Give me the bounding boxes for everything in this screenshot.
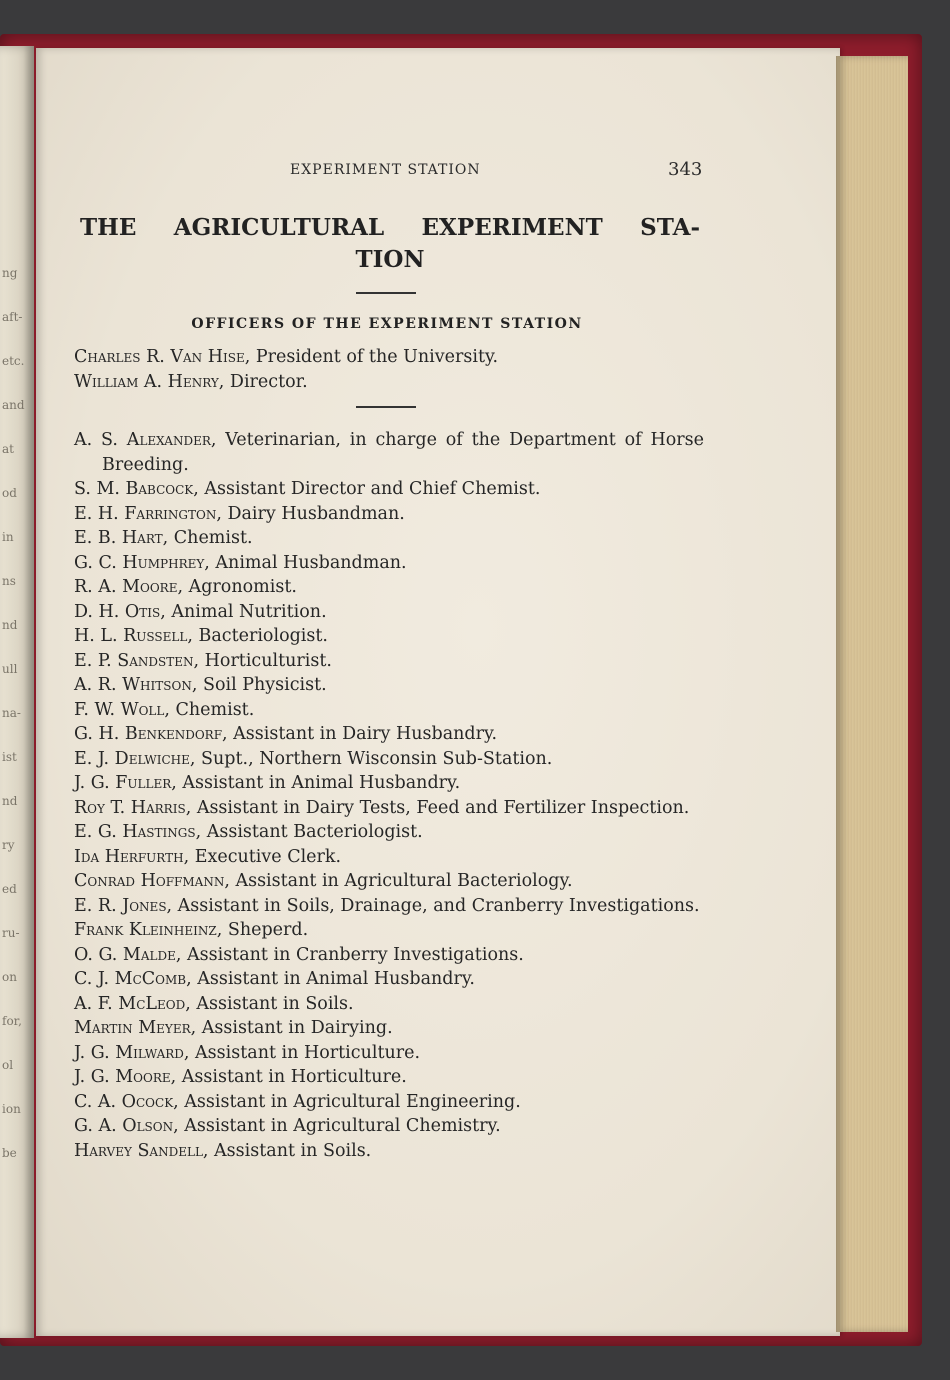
facing-page-fragment: on [2, 970, 17, 984]
list-item [74, 1041, 704, 1066]
person-role: , Assistant Director and Chief Chemist. [193, 479, 541, 499]
person-role: , Assistant in Animal Husbandry. [171, 773, 461, 793]
person-name: O. G. Malde [74, 944, 176, 965]
person-role: , Chemist. [164, 699, 255, 720]
person-role: , Assistant in Agricultural Engineering. [173, 1091, 521, 1112]
facing-page-fragment: nd [2, 794, 18, 808]
person-name: A. F. McLeod [74, 993, 186, 1014]
person-name: E. J. Delwiche [74, 748, 190, 769]
list-item [74, 624, 704, 649]
facing-page-fragment: etc. [2, 354, 25, 368]
list-item [74, 526, 704, 551]
running-head: EXPERIMENT STATION [290, 162, 481, 178]
facing-page-fragment: at [2, 442, 14, 456]
person-name: Roy T. Harris [74, 797, 186, 818]
list-item [74, 918, 704, 943]
person-role: , Horticulturist. [193, 650, 332, 671]
facing-page-fragment: ol [2, 1058, 14, 1072]
person-name: A. R. Whitson [74, 675, 192, 695]
person-role: , Dairy Husbandman. [216, 503, 405, 524]
list-item [74, 698, 704, 723]
person-role: , Assistant in Dairy Husbandry. [222, 724, 498, 744]
facing-page-fragment: ng [2, 266, 18, 280]
person-role: , Assistant Bacteriologist. [195, 822, 423, 842]
facing-page-fragment: ed [2, 882, 17, 896]
person-role: , Veterinarian, in charge of the Department of Horse Breeding. [102, 430, 704, 475]
person-name: A. S. Alexander [74, 430, 211, 450]
person-name: C. A. Ocock [74, 1091, 174, 1112]
page-edges [836, 56, 908, 1332]
page-title [80, 212, 700, 276]
facing-page-fragment: for, [2, 1014, 22, 1028]
list-item [74, 1139, 704, 1164]
list-item [74, 428, 704, 477]
person-name: G. H. Benkendorf [74, 724, 223, 744]
list-item [74, 600, 704, 625]
person-role: , Assistant in Dairy Tests, Feed and Fertilizer Inspection. [185, 797, 690, 818]
person-role: , Assistant in Agricultural Bacteriology. [224, 871, 573, 891]
facing-page-fragment: ion [2, 1102, 21, 1116]
person-role: , Assistant in Cranberry Investigations. [175, 944, 524, 965]
facing-page-fragment: na- [2, 706, 21, 720]
person-name: Conrad Hoffmann [74, 871, 225, 891]
person-role: , Animal Husbandman. [204, 552, 407, 573]
list-item [74, 820, 704, 845]
facing-page-fragment: ull [2, 662, 18, 676]
person-name: J. G. Moore [74, 1067, 171, 1087]
person-role: , Assistant in Soils, Drainage, and Cranberry Investigations. [166, 895, 700, 916]
page-number: 343 [668, 159, 703, 180]
person-name: Ida Herfurth [74, 846, 184, 867]
section-heading: OFFICERS OF THE EXPERIMENT STATION [191, 316, 583, 332]
list-item [74, 992, 704, 1017]
person-role: , Supt., Northern Wisconsin Sub-Station. [189, 748, 553, 769]
list-item [74, 1065, 704, 1090]
list-item [74, 967, 704, 992]
person-role: , Director. [218, 371, 308, 392]
list-item [74, 894, 704, 919]
person-role: , Executive Clerk. [183, 846, 342, 867]
facing-page-fragment: and [2, 398, 25, 412]
person-name: H. L. Russell [74, 626, 188, 646]
person-name: R. A. Moore [74, 577, 178, 597]
person-name: E. H. Farrington [74, 503, 217, 524]
list-item [74, 1090, 704, 1115]
list-item [74, 845, 704, 870]
title-line-2: TION [355, 246, 425, 273]
person-role: , Soil Physicist. [191, 675, 327, 695]
person-role: , Assistant in Agricultural Chemistry. [173, 1116, 501, 1136]
list-item [74, 1114, 704, 1139]
list-item [74, 722, 704, 747]
person-name: William A. Henry [74, 371, 219, 392]
facing-page-fragment: ru- [2, 926, 20, 940]
person-name: G. A. Olson [74, 1116, 174, 1136]
facing-page-fragment: od [2, 486, 17, 500]
person-name: Martin Meyer [74, 1018, 191, 1038]
person-name: G. C. Humphrey [74, 552, 205, 573]
facing-page-fragment: be [2, 1146, 17, 1160]
title-line-1: THE AGRICULTURAL EXPERIMENT STA- [80, 214, 700, 241]
person-role: , Sheperd. [216, 920, 309, 940]
person-role: , Assistant in Soils. [202, 1140, 372, 1161]
person-role: , Agronomist. [177, 577, 297, 597]
facing-page-fragment: nd [2, 618, 18, 632]
list-item [74, 502, 704, 527]
person-role: , Assistant in Soils. [185, 993, 354, 1014]
person-name: E. B. Hart [74, 528, 163, 548]
person-role: , Assistant in Horticulture. [183, 1042, 421, 1063]
person-name: D. H. Otis [74, 601, 161, 622]
person-name: F. W. Woll [74, 699, 165, 720]
facing-page-fragment: aft- [2, 310, 23, 324]
list-item [74, 345, 704, 370]
list-item [74, 747, 704, 772]
list-item [74, 649, 704, 674]
list-item [74, 796, 704, 821]
facing-page-edge [0, 46, 34, 1338]
person-name: J. G. Fuller [74, 773, 172, 793]
person-role: , Assistant in Dairying. [190, 1018, 393, 1038]
person-name: E. P. Sandsten [74, 650, 194, 671]
person-name: Charles R. Van Hise [74, 347, 245, 367]
person-role: , President of the University. [244, 347, 499, 367]
person-role: , Animal Nutrition. [160, 601, 327, 622]
person-name: C. J. McComb [74, 969, 187, 989]
person-name: Harvey Sandell [74, 1140, 203, 1161]
person-name: S. M. Babcock [74, 479, 194, 499]
divider-rule [356, 292, 416, 294]
divider-rule [356, 406, 416, 408]
list-item [74, 869, 704, 894]
person-role: , Bacteriologist. [187, 626, 328, 646]
facing-page-fragment: in [2, 530, 14, 544]
person-role: , Chemist. [162, 528, 253, 548]
list-item [74, 673, 704, 698]
list-item [74, 771, 704, 796]
facing-page-fragment: ist [2, 750, 17, 764]
list-item [74, 1016, 704, 1041]
list-item [74, 943, 704, 968]
list-item [74, 370, 704, 395]
officers-list [74, 345, 704, 394]
list-item [74, 575, 704, 600]
facing-page-fragment: ns [2, 574, 16, 588]
person-role: , Assistant in Horticulture. [170, 1067, 407, 1087]
person-name: E. R. Jones [74, 895, 167, 916]
person-role: , Assistant in Animal Husbandry. [186, 969, 475, 989]
person-name: J. G. Milward [74, 1042, 184, 1063]
list-item [74, 477, 704, 502]
list-item [74, 551, 704, 576]
facing-page-fragment: ry [2, 838, 15, 852]
person-name: E. G. Hastings [74, 822, 196, 842]
person-name: Frank Kleinheinz [74, 920, 217, 940]
staff-list [74, 428, 704, 1163]
